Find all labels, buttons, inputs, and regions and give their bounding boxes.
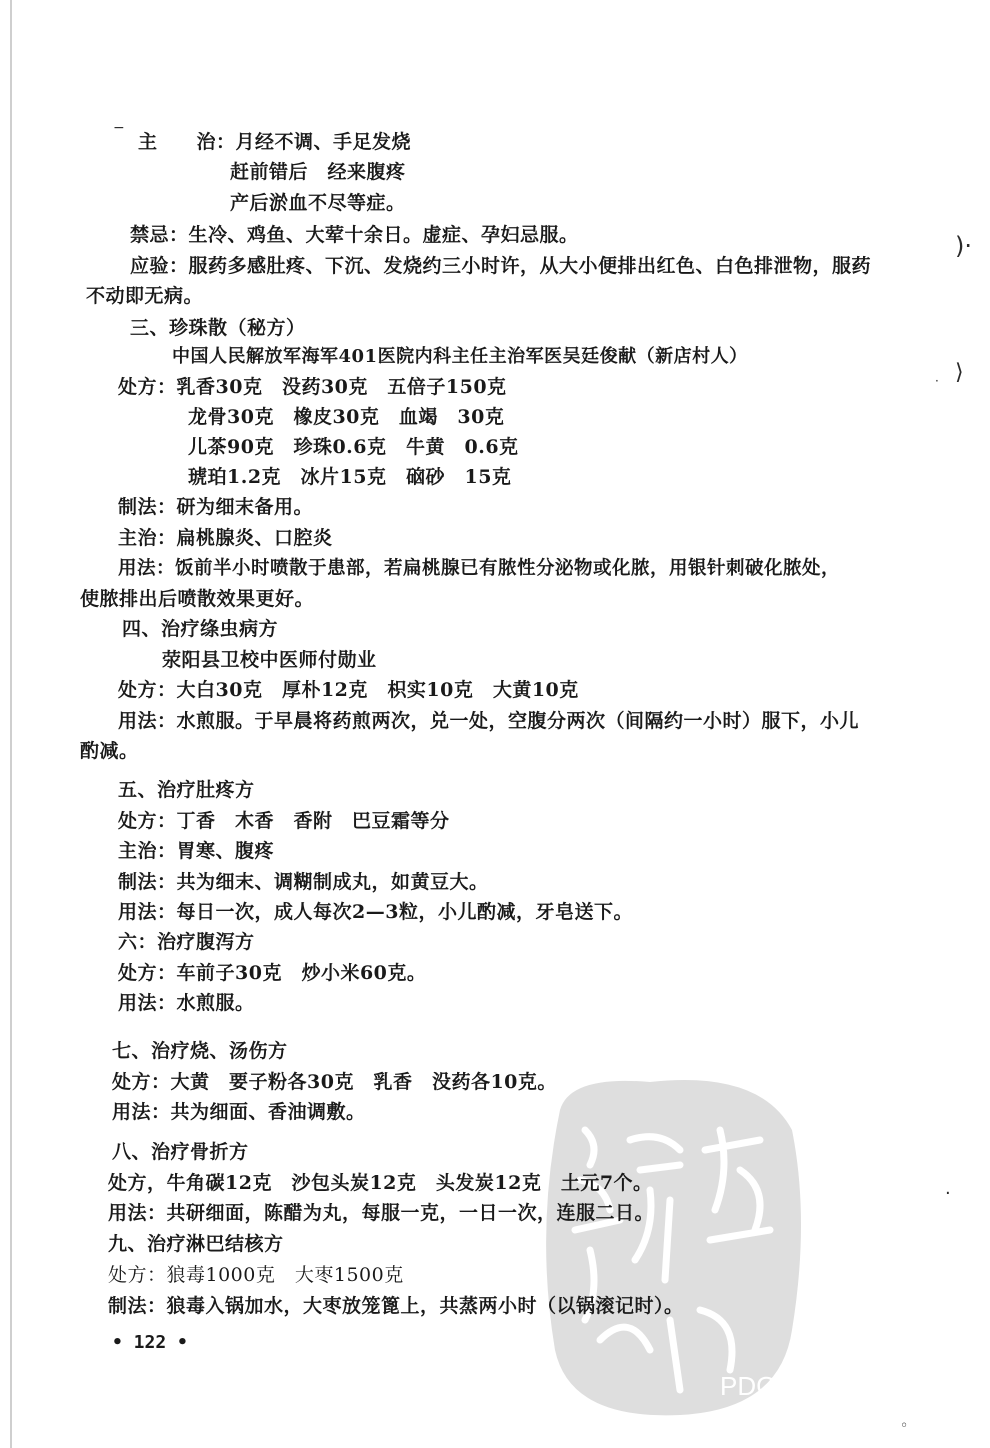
section-heading: 六：治疗腹泻方 (118, 931, 255, 953)
text-line: 制法：研为细末备用。 (118, 496, 314, 518)
text-line: 用法：每日一次，成人每次2—3粒，小儿酌减，牙皂送下。 (118, 901, 633, 923)
text-line: 禁忌：生冷、鸡鱼、大荤十余日。虚症、孕妇忌服。 (130, 224, 579, 246)
text-line: 主治：胃寒、腹疼 (118, 840, 275, 862)
margin-tick: − (113, 120, 125, 136)
text-line: 处方：大白30克 厚朴12克 枳实10克 大黄10克 (118, 679, 579, 701)
text-line: 处方：狼毒1000克 大枣1500克 (108, 1264, 404, 1286)
text-line: 处方，牛角碳12克 沙包头炭12克 头发炭12克 土元7个。 (108, 1172, 653, 1194)
text-line: 主 治：月经不调、手足发烧 (138, 131, 412, 153)
text-line: 用法：饭前半小时喷散于患部，若扁桃腺已有脓性分泌物或化脓，用银针刺破化脓处， (118, 558, 841, 579)
section-heading: 九、治疗淋巴结核方 (108, 1233, 284, 1255)
margin-arrow-mark: ⟩ (955, 360, 964, 385)
text-line: 用法：共研细面，陈醋为丸，每服一克，一日一次，连服二日。 (108, 1202, 655, 1224)
section-heading: 四、治疗绦虫病方 (122, 618, 279, 640)
text-line: 儿茶90克 珍珠0.6克 牛黄 0.6克 (188, 436, 519, 458)
margin-mark-corner: ◦ (900, 1418, 909, 1434)
margin-bracket-mark: )· (955, 232, 972, 260)
section-heading: 五、治疗肚疼方 (118, 779, 255, 801)
text-line: 主治：扁桃腺炎、口腔炎 (118, 527, 333, 549)
scan-edge-rule (10, 0, 12, 1448)
text-line: 应验：服药多感肚疼、下沉、发烧约三小时许，从大小便排出红色、白色排泄物，服药 (130, 255, 872, 277)
text-line: 处方：大黄 要子粉各30克 乳香 没药各10克。 (112, 1071, 557, 1093)
contributor-line: 荥阳县卫校中医师付勋业 (162, 649, 377, 671)
text-line: 赶前错后 经来腹疼 (230, 161, 406, 183)
text-line: 不动即无病。 (86, 285, 204, 307)
section-heading: 八、治疗骨折方 (112, 1141, 249, 1163)
page-number: • 122 • (112, 1332, 188, 1353)
text-line: 龙骨30克 橡皮30克 血竭 30克 (188, 406, 505, 428)
text-line: 用法：共为细面、香油调敷。 (112, 1101, 366, 1123)
text-line: 酌减。 (80, 740, 139, 762)
margin-mark-bottom: · (945, 1183, 951, 1204)
watermark-seal (530, 1070, 810, 1420)
text-line: 产后淤血不尽等症。 (230, 192, 406, 214)
contributor-line: 中国人民解放军海军401医院内科主任主治军医吴廷俊献（新店村人） (172, 346, 748, 367)
section-heading: 七、治疗烧、汤伤方 (112, 1040, 288, 1062)
text-line: 处方：车前子30克 炒小米60克。 (118, 962, 427, 984)
text-line: 用法：水煎服。于早晨将药煎两次，兑一处，空腹分两次（间隔约一小时）服下，小儿 (118, 710, 860, 732)
section-heading: 三、珍珠散（秘方） (130, 317, 306, 339)
text-line: 使脓排出后喷散效果更好。 (80, 588, 315, 610)
text-line: 制法：共为细末、调糊制成丸，如黄豆大。 (118, 871, 489, 893)
text-line: 制法：狼毒入锅加水，大枣放笼篦上，共蒸两小时（以锅滚记时）。 (108, 1295, 684, 1317)
text-line: 处方：丁香 木香 香附 巴豆霜等分 (118, 810, 450, 832)
text-line: 用法：水煎服。 (118, 992, 255, 1014)
margin-dot-mark: · (935, 374, 939, 388)
text-line: 琥珀1.2克 冰片15克 硇砂 15克 (188, 466, 512, 488)
text-line: 处方：乳香30克 没药30克 五倍子150克 (118, 376, 507, 398)
seal-text: PDG (720, 1371, 777, 1401)
